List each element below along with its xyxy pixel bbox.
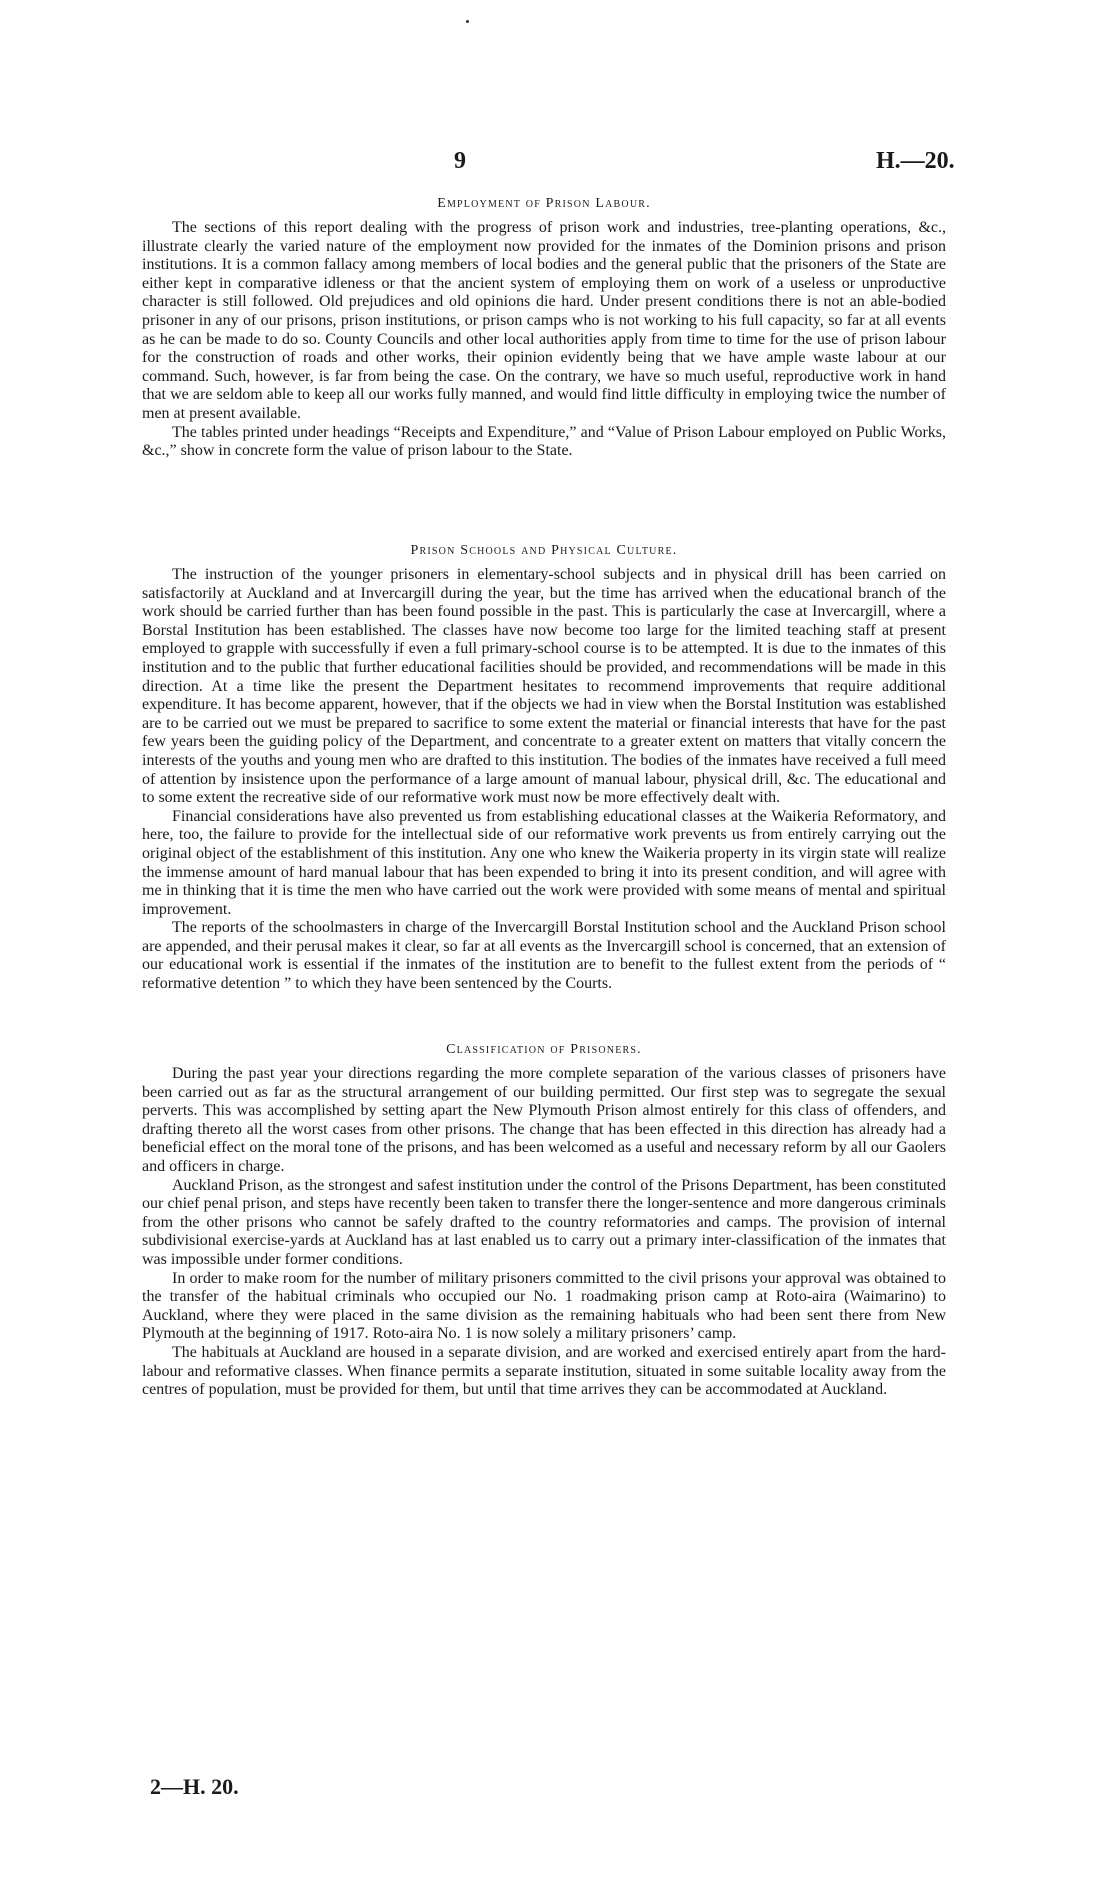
section-employment-of-prison-labour — [142, 196, 946, 461]
paragraph: Financial considerations have also prevented us from establishing educational classes at the Waikeria Reformatory, and here, too, the failure to provide for the intellectual side of our reformative work prevents us from entirely carrying out the original object of the establishment of this institution. Any one who knew the Waikeria property in its virgin state will realize the immense amount of hard manual labour that has been expended to bring it into its present condition, and will agree with me in thinking that it is time the men who have carried out the work were provided with some means of mental and spiritual improvement. — [142, 807, 946, 918]
paragraph: The sections of this report dealing with the progress of prison work and industries, tree-planting operations, &c., illustrate clearly the varied nature of the employment now provided for the inmates of the Dominion prisons and prison institutions. It is a common fallacy among members of local bodies and the general public that the prisoners of the State are either kept in comparative idleness or that the ancient system of employing them on work of a useless or unproductive character is still followed. Old prejudices and old opinions die hard. Under present conditions there is not an able-bodied prisoner in any of our prisons, prison institutions, or prison camps who is not working to his full capacity, so far at all events as he can be made to do so. County Councils and other local authorities apply from time to time for the use of prison labour for the construction of roads and other works, their opinion evidently being that we have ample waste labour at our command. Such, however, is far from being the case. On the contrary, we have so much useful, reproductive work in hand that we are seldom able to keep all our works fully manned, and would find little difficulty in employing twice the number of men at present available. — [142, 219, 946, 422]
document-reference: H.—20. — [876, 148, 955, 174]
paragraph: In order to make room for the number of military prisoners committed to the civil prisons your approval was obtained to the transfer of the habitual criminals who occupied our No. 1 roadmaking prison camp at Roto-aira (Waimarino) to Auckland, where they were placed in the same division as the remaining habituals who had been sent there from New Plymouth at the beginning of 1917. Roto-aira No. 1 is now solely a military prisoners’ camp. — [142, 1269, 946, 1343]
section-prison-schools-and-physical-culture — [142, 543, 946, 994]
paragraph: The instruction of the younger prisoners in elementary-school subjects and in physical drill has been carried on satisfactorily at Auckland and at Invercargill during the year, but the time has arrived when the educational branch of the work should be carried further than has been found possible in the past. This is particularly the case at Invercargill, where a Borstal Institution has been established. The classes have now become too large for the limited teaching staff at present employed to grapple with successfully if even a full primary-school course is to be attempted. It is due to the inmates of this institution and to the public that further educational facilities should be provided, and recommendations will be made in this direction. At a time like the present the Department hesitates to recommend improvements that require additional expenditure. It has become apparent, however, that if the objects we had in view when the Borstal Institution was established are to be carried out we must be prepared to sacrifice to some extent the material or financial interests that have for the past few years been the guiding policy of the Department, and concentrate to a greater extent on matters that vitally concern the interests of the youths and young men who are drafted to this institution. The bodies of the inmates have received a full meed of attention by insistence upon the performance of a large amount of manual labour, physical drill, &c. The educational and to some extent the recreative side of our reformative work must now be more effectively dealt with. — [142, 566, 946, 807]
paragraph: Auckland Prison, as the strongest and safest institution under the control of the Prisons Department, has been constituted our chief penal prison, and steps have recently been taken to transfer there the longer-sentence and more dangerous criminals from the other prisons who cannot be safely drafted to the country reformatories and camps. The provision of internal subdivisional exercise-yards at Auckland has at last enabled us to carry out a primary inter-classification of the inmates that was impossible under former conditions. — [142, 1176, 946, 1268]
section-heading: Prison Schools and Physical Culture. — [410, 543, 678, 558]
page-number: 9 — [454, 148, 466, 174]
signature-reference: 2—H. 20. — [150, 1774, 239, 1799]
paragraph: The habituals at Auckland are housed in a separate division, and are worked and exercised entirely apart from the hard-labour and reformative classes. When finance permits a separate institution, situated in some suitable locality away from the centres of population, must be provided for them, but until that time arrives they can be accommodated at Auckland. — [142, 1343, 946, 1399]
paragraph: The reports of the schoolmasters in charge of the Invercargill Borstal Institution school and the Auckland Prison school are appended, and their perusal makes it clear, so far at all events as the Invercargill school is concerned, that an extension of our educational work is essential if the inmates of the institution are to benefit to the fullest extent from the periods of “ reformative detention ” to which they have been sentenced by the Courts. — [142, 919, 946, 993]
paragraph: The tables printed under headings “Receipts and Expenditure,” and “Value of Prison Labour employed on Public Works, &c.,” show in concrete form the value of prison labour to the State. — [142, 423, 946, 460]
paragraph: During the past year your directions regarding the more complete separation of the various classes of prisoners have been carried out as far as the structural arrangement of our building permitted. Our first step was to segregate the sexual perverts. This was accomplished by setting apart the New Plymouth Prison almost entirely for this class of offenders, and drafting thereto all the worst cases from other prisons. The change that has been effected in this direction has already had a beneficial effect on the moral tone of the prisons, and has been welcomed as a useful and necessary reform by all our Gaolers and officers in charge. — [142, 1065, 946, 1175]
section-heading: Classification of Prisoners. — [446, 1042, 642, 1057]
print-mark — [466, 20, 469, 23]
section-heading: Employment of Prison Labour. — [437, 196, 651, 211]
section-classification-of-prisoners — [142, 1042, 946, 1400]
